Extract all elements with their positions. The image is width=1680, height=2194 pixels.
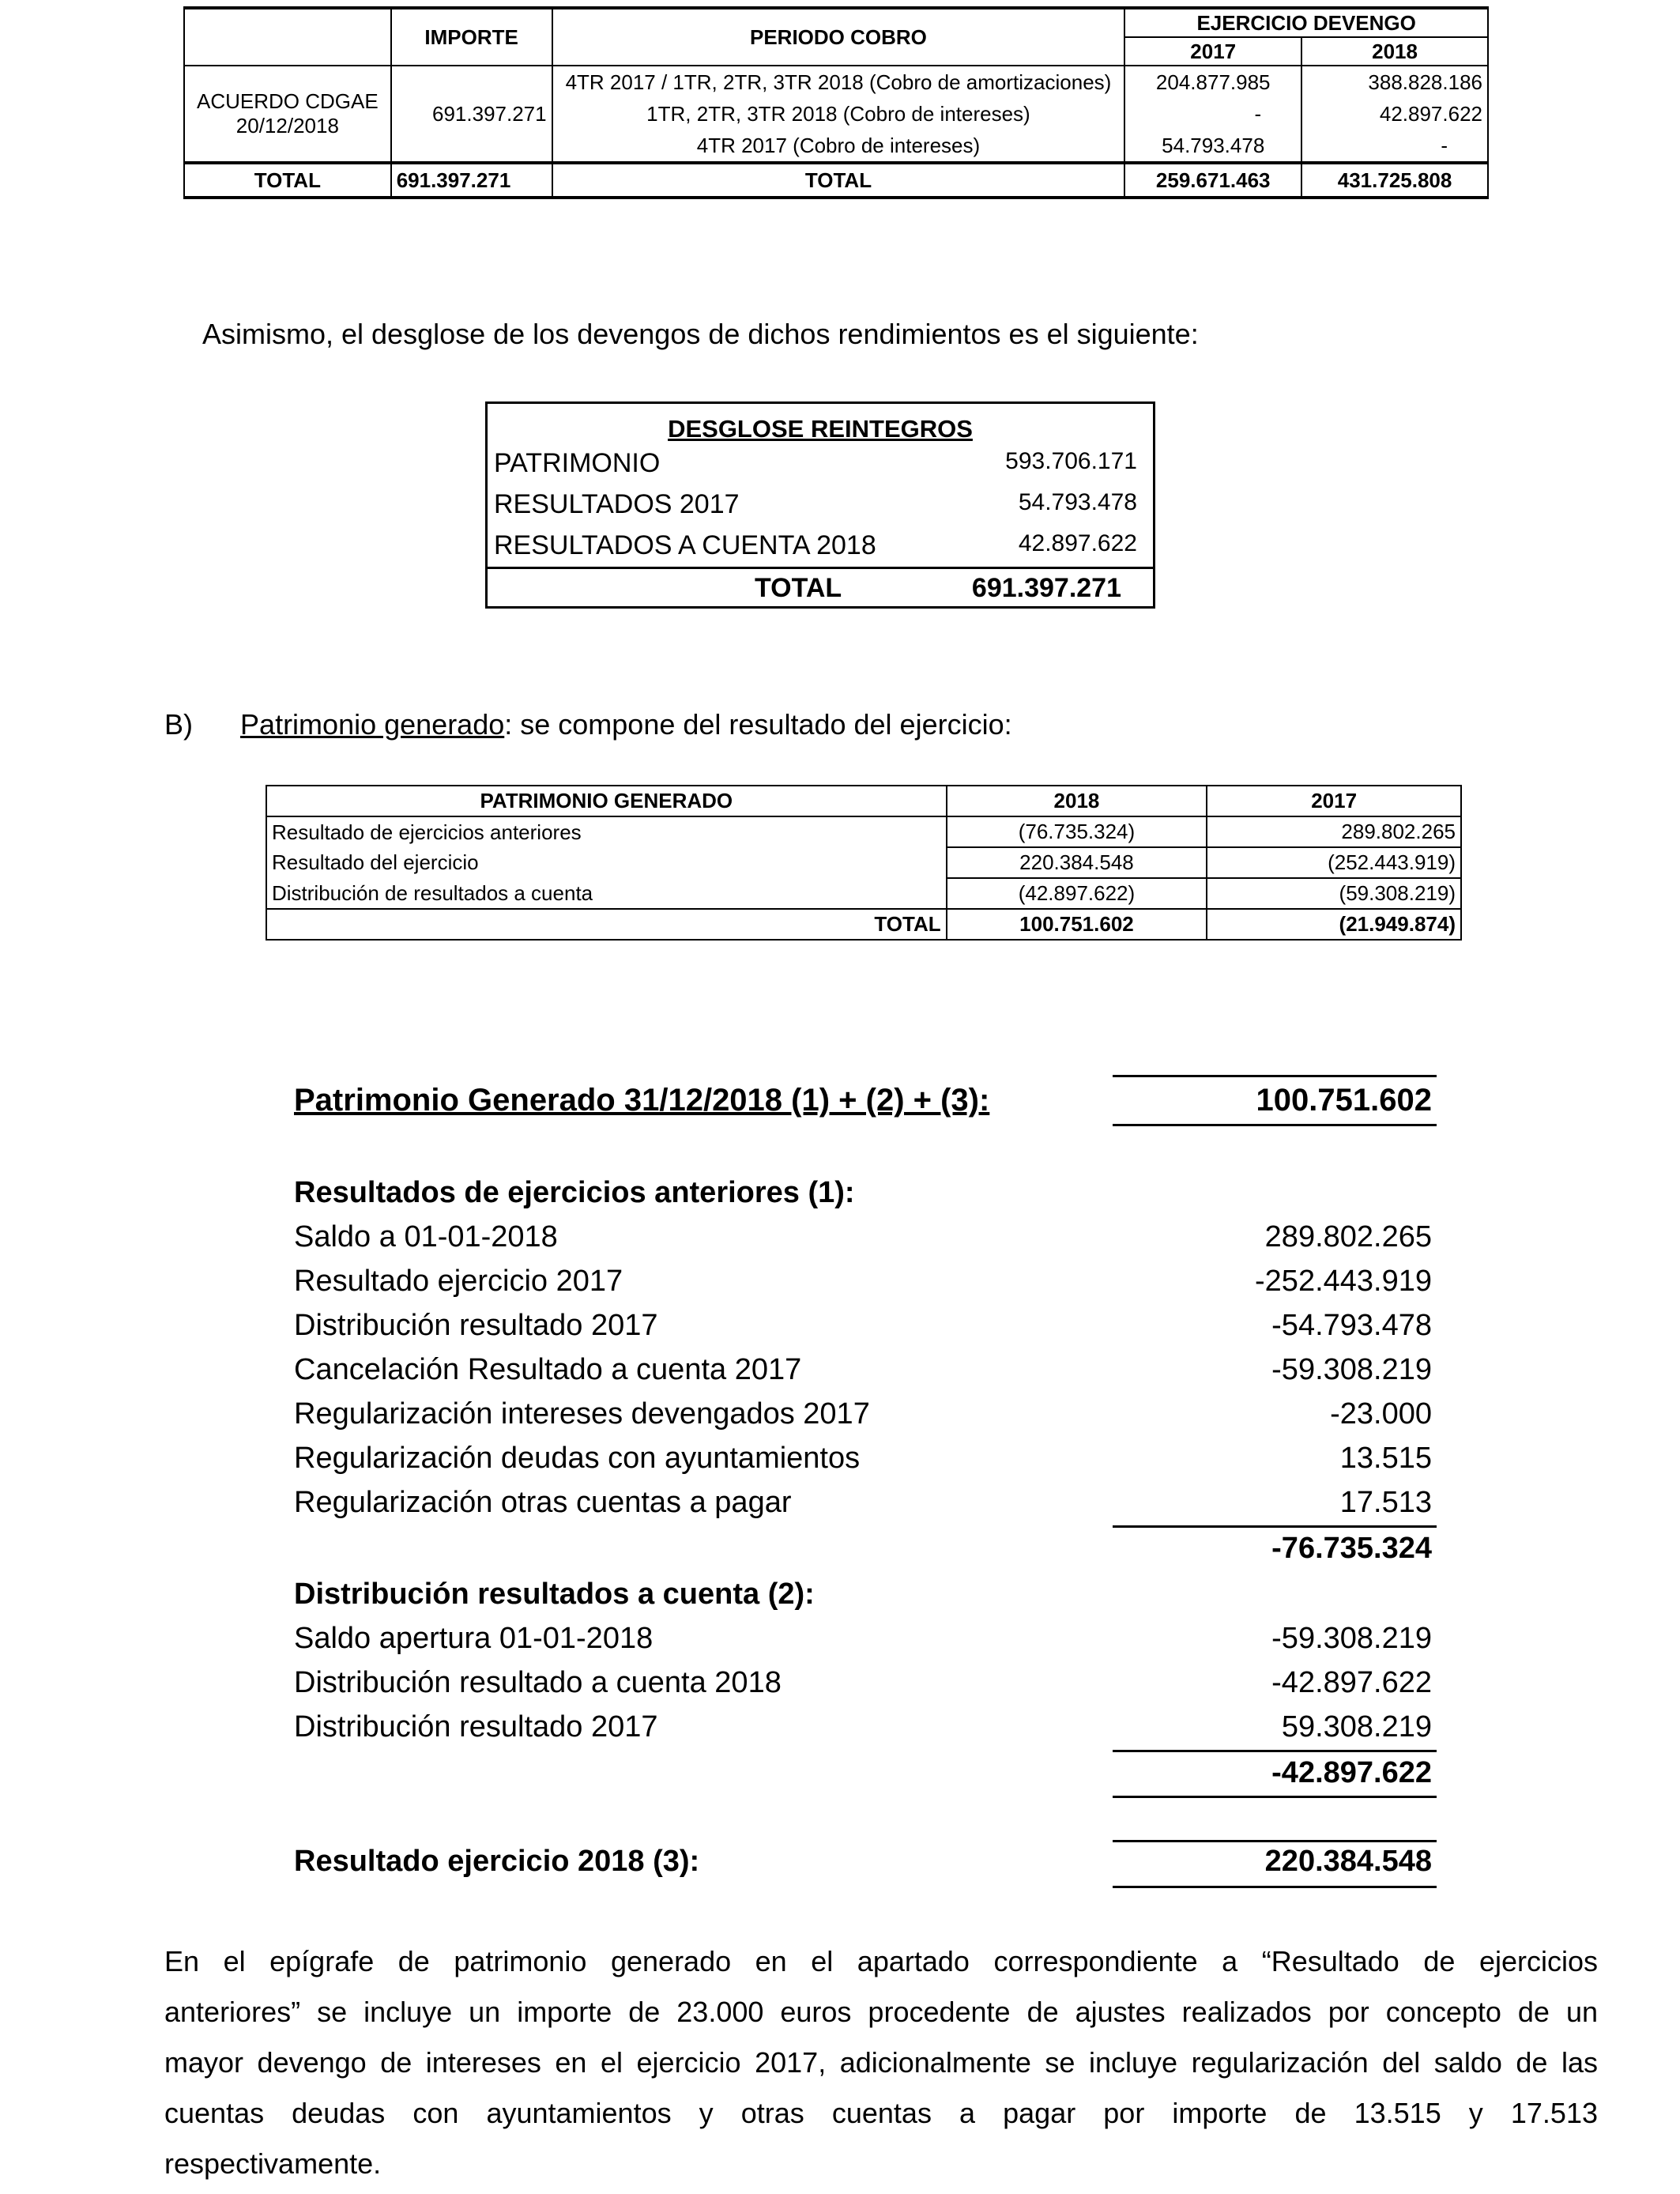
statement-heading-value: 100.751.602 — [1256, 1083, 1432, 1118]
patrimonio-row-2017: (59.308.219) — [1207, 878, 1461, 909]
sec3-value: 220.384.548 — [1264, 1845, 1432, 1878]
cobro-row-periodo: 4TR 2017 (Cobro de intereses) — [552, 130, 1125, 163]
cobro-total-2018: 431.725.808 — [1301, 163, 1488, 198]
closing-line: mayor devengo de intereses en el ejercicio 2017, adicionalmente se incluye regularización del saldo de las — [164, 2046, 1598, 2079]
section-b-rest: : se compone del resultado del ejercicio: — [504, 708, 1012, 741]
patrimonio-total-label: TOTAL — [266, 909, 947, 940]
acuerdo-line2: 20/12/2018 — [235, 114, 339, 138]
sec2-total-rule-bottom — [1113, 1796, 1437, 1798]
patrimonio-row-2018: (76.735.324) — [947, 816, 1207, 847]
sec2-row-value: -59.308.219 — [1271, 1622, 1432, 1655]
sec1-row-label: Regularización otras cuentas a pagar — [294, 1486, 792, 1519]
section-b-heading — [164, 708, 1012, 741]
cobro-header-ejercicio: EJERCICIO DEVENGO — [1124, 8, 1488, 37]
heading-rule-bottom — [1113, 1124, 1437, 1126]
section-b-prefix: B) — [164, 708, 193, 741]
sec1-row-label: Regularización deudas con ayuntamientos — [294, 1442, 861, 1475]
cobro-row-2017: - — [1124, 98, 1301, 130]
patrimonio-row-label: Resultado del ejercicio — [266, 847, 947, 878]
patrimonio-row-2018: (42.897.622) — [947, 878, 1207, 909]
cobro-row-2017: 54.793.478 — [1124, 130, 1301, 163]
heading-rule-top — [1113, 1075, 1437, 1077]
sec2-title: Distribución resultados a cuenta (2): — [294, 1578, 815, 1611]
importe-value: 691.397.271 — [391, 66, 552, 163]
sec3-rule-bottom — [1113, 1886, 1437, 1888]
statement-heading: Patrimonio Generado 31/12/2018 (1) + (2) + (3): — [294, 1083, 990, 1118]
desglose-total-label: TOTAL — [755, 573, 842, 603]
sec3-rule-top — [1113, 1840, 1437, 1842]
cobro-header-blank — [184, 8, 391, 66]
desglose-row-label: RESULTADOS A CUENTA 2018 — [494, 530, 876, 560]
cobro-table — [183, 6, 1489, 199]
desglose-row-value: 42.897.622 — [1018, 530, 1137, 556]
patrimonio-header-2017: 2017 — [1207, 786, 1461, 816]
closing-line: cuentas deudas con ayuntamientos y otras cuentas a pagar por importe de 13.515 y 17.513 — [164, 2097, 1598, 2129]
sec2-row-label: Distribución resultado 2017 — [294, 1710, 658, 1744]
sec2-total-rule — [1113, 1750, 1437, 1752]
desglose-row-value: 54.793.478 — [1018, 489, 1137, 515]
desglose-row-value: 593.706.171 — [1005, 448, 1137, 474]
sec2-row-label: Distribución resultado a cuenta 2018 — [294, 1666, 782, 1699]
sec2-total: -42.897.622 — [1271, 1756, 1432, 1789]
sec1-row-label: Distribución resultado 2017 — [294, 1309, 658, 1342]
sec1-total-rule — [1113, 1525, 1437, 1528]
cobro-row-2018: 42.897.622 — [1301, 98, 1488, 130]
patrimonio-total-2018: 100.751.602 — [947, 909, 1207, 940]
patrimonio-row-2017: 289.802.265 — [1207, 816, 1461, 847]
patrimonio-row-label: Resultado de ejercicios anteriores — [266, 816, 947, 847]
desglose-title: DESGLOSE REINTEGROS — [668, 415, 973, 443]
cobro-row-2018: 388.828.186 — [1301, 66, 1488, 98]
desglose-total-value: 691.397.271 — [971, 573, 1121, 603]
closing-line: respectivamente. — [164, 2147, 382, 2180]
sec1-row-value: -23.000 — [1330, 1397, 1432, 1431]
cobro-header-2018: 2018 — [1301, 37, 1488, 66]
sec1-row-label: Resultado ejercicio 2017 — [294, 1265, 623, 1298]
cobro-row-2018: - — [1301, 130, 1488, 163]
desglose-box — [485, 401, 1155, 609]
desglose-total-divider — [488, 567, 1153, 569]
desglose-row-label: PATRIMONIO — [494, 448, 661, 478]
sec1-row-label: Regularización intereses devengados 2017 — [294, 1397, 870, 1431]
cobro-total-importe: 691.397.271 — [391, 163, 552, 198]
sec1-row-value: 17.513 — [1339, 1486, 1432, 1519]
sec1-row-value: -252.443.919 — [1255, 1265, 1432, 1298]
acuerdo-line1: ACUERDO CDGAE — [197, 89, 379, 113]
cobro-row-periodo: 1TR, 2TR, 3TR 2018 (Cobro de intereses) — [552, 98, 1125, 130]
sec2-row-value: -42.897.622 — [1271, 1666, 1432, 1699]
patrimonio-row-2017: (252.443.919) — [1207, 847, 1461, 878]
section-b-link: Patrimonio generado — [240, 708, 505, 741]
cobro-header-importe: IMPORTE — [391, 8, 552, 66]
sec1-row-value: 289.802.265 — [1264, 1220, 1432, 1253]
desglose-row — [494, 448, 1137, 479]
sec1-row-label: Saldo a 01-01-2018 — [294, 1220, 558, 1253]
sec1-row-label: Cancelación Resultado a cuenta 2017 — [294, 1353, 802, 1386]
cobro-total-2017: 259.671.463 — [1124, 163, 1301, 198]
patrimonio-header-label: PATRIMONIO GENERADO — [266, 786, 947, 816]
sec1-row-value: -59.308.219 — [1271, 1353, 1432, 1386]
desglose-row — [494, 489, 1137, 520]
desglose-row — [494, 530, 1137, 561]
acuerdo-cell — [184, 66, 391, 163]
cobro-total-periodo: TOTAL — [552, 163, 1125, 198]
sec1-total: -76.735.324 — [1271, 1532, 1432, 1565]
desglose-row-label: RESULTADOS 2017 — [494, 489, 740, 519]
sec1-row-value: -54.793.478 — [1271, 1309, 1432, 1342]
closing-line: anteriores” se incluye un importe de 23.000 euros procedente de ajustes realizados por concepto de un — [164, 1996, 1598, 2028]
cobro-header-periodo: PERIODO COBRO — [552, 8, 1125, 66]
sec1-title: Resultados de ejercicios anteriores (1): — [294, 1176, 855, 1209]
patrimonio-total-2017: (21.949.874) — [1207, 909, 1461, 940]
sec1-row-value: 13.515 — [1339, 1442, 1432, 1475]
patrimonio-row-2018: 220.384.548 — [947, 847, 1207, 878]
closing-line: En el epígrafe de patrimonio generado en el apartado correspondiente a “Resultado de ejercicios — [164, 1945, 1598, 1977]
patrimonio-header-2018: 2018 — [947, 786, 1207, 816]
patrimonio-table — [266, 785, 1462, 941]
sec2-row-value: 59.308.219 — [1281, 1710, 1432, 1744]
cobro-total-label: TOTAL — [184, 163, 391, 198]
sec2-row-label: Saldo apertura 01-01-2018 — [294, 1622, 654, 1655]
patrimonio-row-label: Distribución de resultados a cuenta — [266, 878, 947, 909]
cobro-row-2017: 204.877.985 — [1124, 66, 1301, 98]
closing-paragraph — [164, 1936, 1598, 2189]
sec3-title: Resultado ejercicio 2018 (3): — [294, 1845, 700, 1878]
cobro-row-periodo: 4TR 2017 / 1TR, 2TR, 3TR 2018 (Cobro de amortizaciones) — [552, 66, 1125, 98]
intro-text: Asimismo, el desglose de los devengos de dichos rendimientos es el siguiente: — [202, 318, 1199, 350]
cobro-header-2017: 2017 — [1124, 37, 1301, 66]
